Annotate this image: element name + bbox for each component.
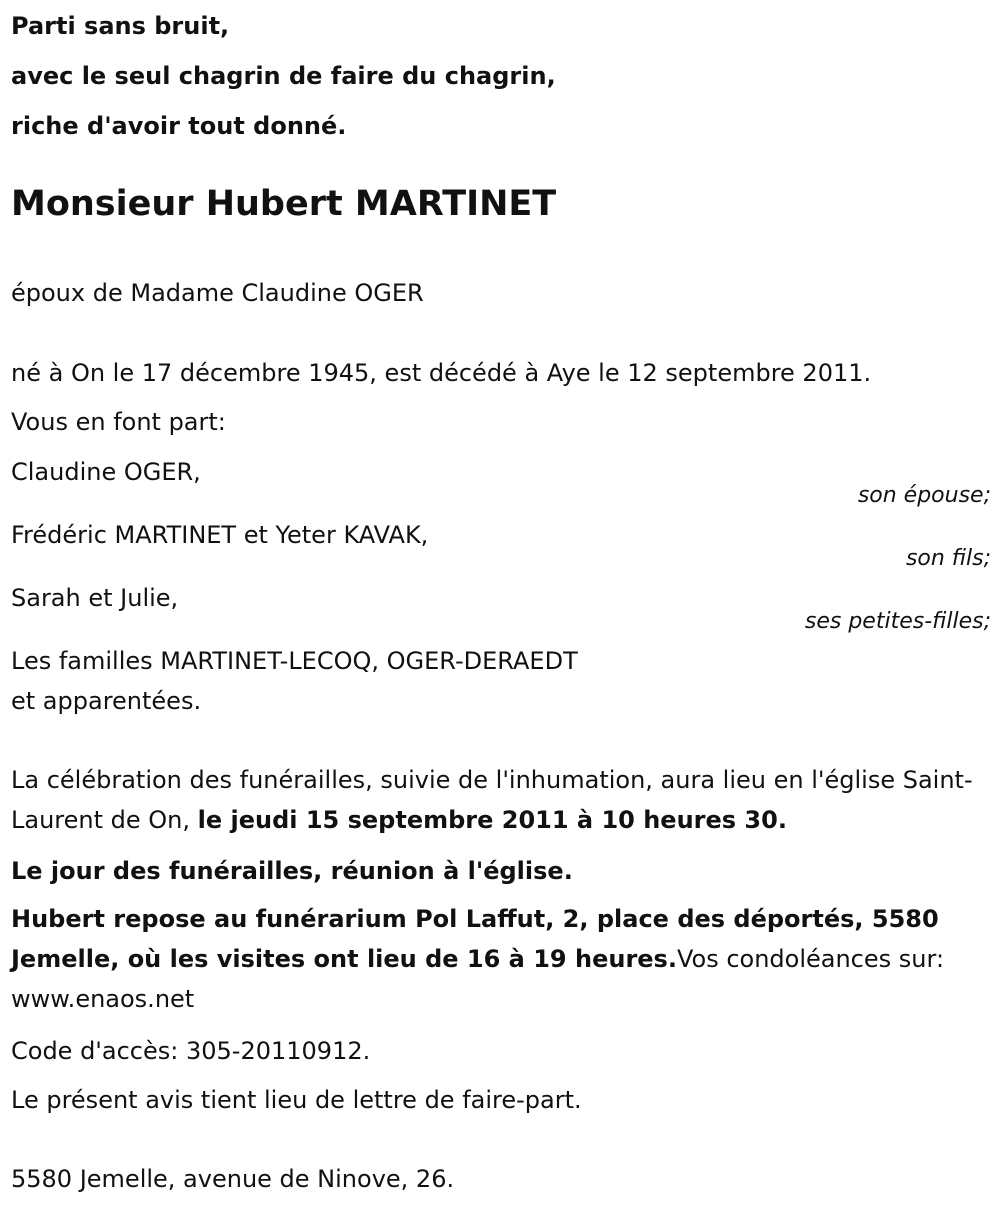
notice-line: Le présent avis tient lieu de lettre de faire-part. <box>11 1086 582 1114</box>
family-member-names: Claudine OGER, <box>11 458 201 486</box>
family-member-names: Sarah et Julie, <box>11 584 179 612</box>
visits-bold: Hubert repose au funérarium Pol Laffut, 2, place des déportés, 5580 Jemelle, où les visites ont lieu de 16 à 19 heures. <box>11 905 939 973</box>
ceremony-paragraph <box>11 760 986 840</box>
family-member-names: Frédéric MARTINET et Yeter KAVAK, <box>11 521 429 549</box>
address-line: 5580 Jemelle, avenue de Ninove, 26. <box>11 1165 455 1193</box>
epitaph-line-3: riche d'avoir tout donné. <box>11 112 347 140</box>
family-member-role: son fils; <box>905 546 991 571</box>
spouse-line: époux de Madame Claudine OGER <box>11 279 424 307</box>
family-member-role: son épouse; <box>857 483 991 508</box>
gathering-line: Le jour des funérailles, réunion à l'église. <box>11 857 573 885</box>
announcers-intro: Vous en font part: <box>11 408 226 436</box>
epitaph-line-2: avec le seul chagrin de faire du chagrin, <box>11 62 556 90</box>
ceremony-text: La célébration des funérailles, suivie de l'inhumation, aura lieu en l'église Saint-Laurent de On, <box>11 766 973 834</box>
families-line-2: et apparentées. <box>11 687 202 715</box>
families-line-1: Les familles MARTINET-LECOQ, OGER-DERAEDT <box>11 647 578 675</box>
epitaph-line-1: Parti sans bruit, <box>11 12 230 40</box>
visits-paragraph <box>11 899 986 1019</box>
deceased-name: Monsieur Hubert MARTINET <box>11 184 557 224</box>
ceremony-date: le jeudi 15 septembre 2011 à 10 heures 30. <box>197 806 787 834</box>
family-member-role: ses petites-filles; <box>804 609 991 634</box>
access-code: Code d'accès: 305-20110912. <box>11 1037 371 1065</box>
birth-death-line: né à On le 17 décembre 1945, est décédé à Aye le 12 septembre 2011. <box>11 359 872 387</box>
condolences-text: Vos condoléances sur: www.enaos.net <box>11 945 945 1013</box>
